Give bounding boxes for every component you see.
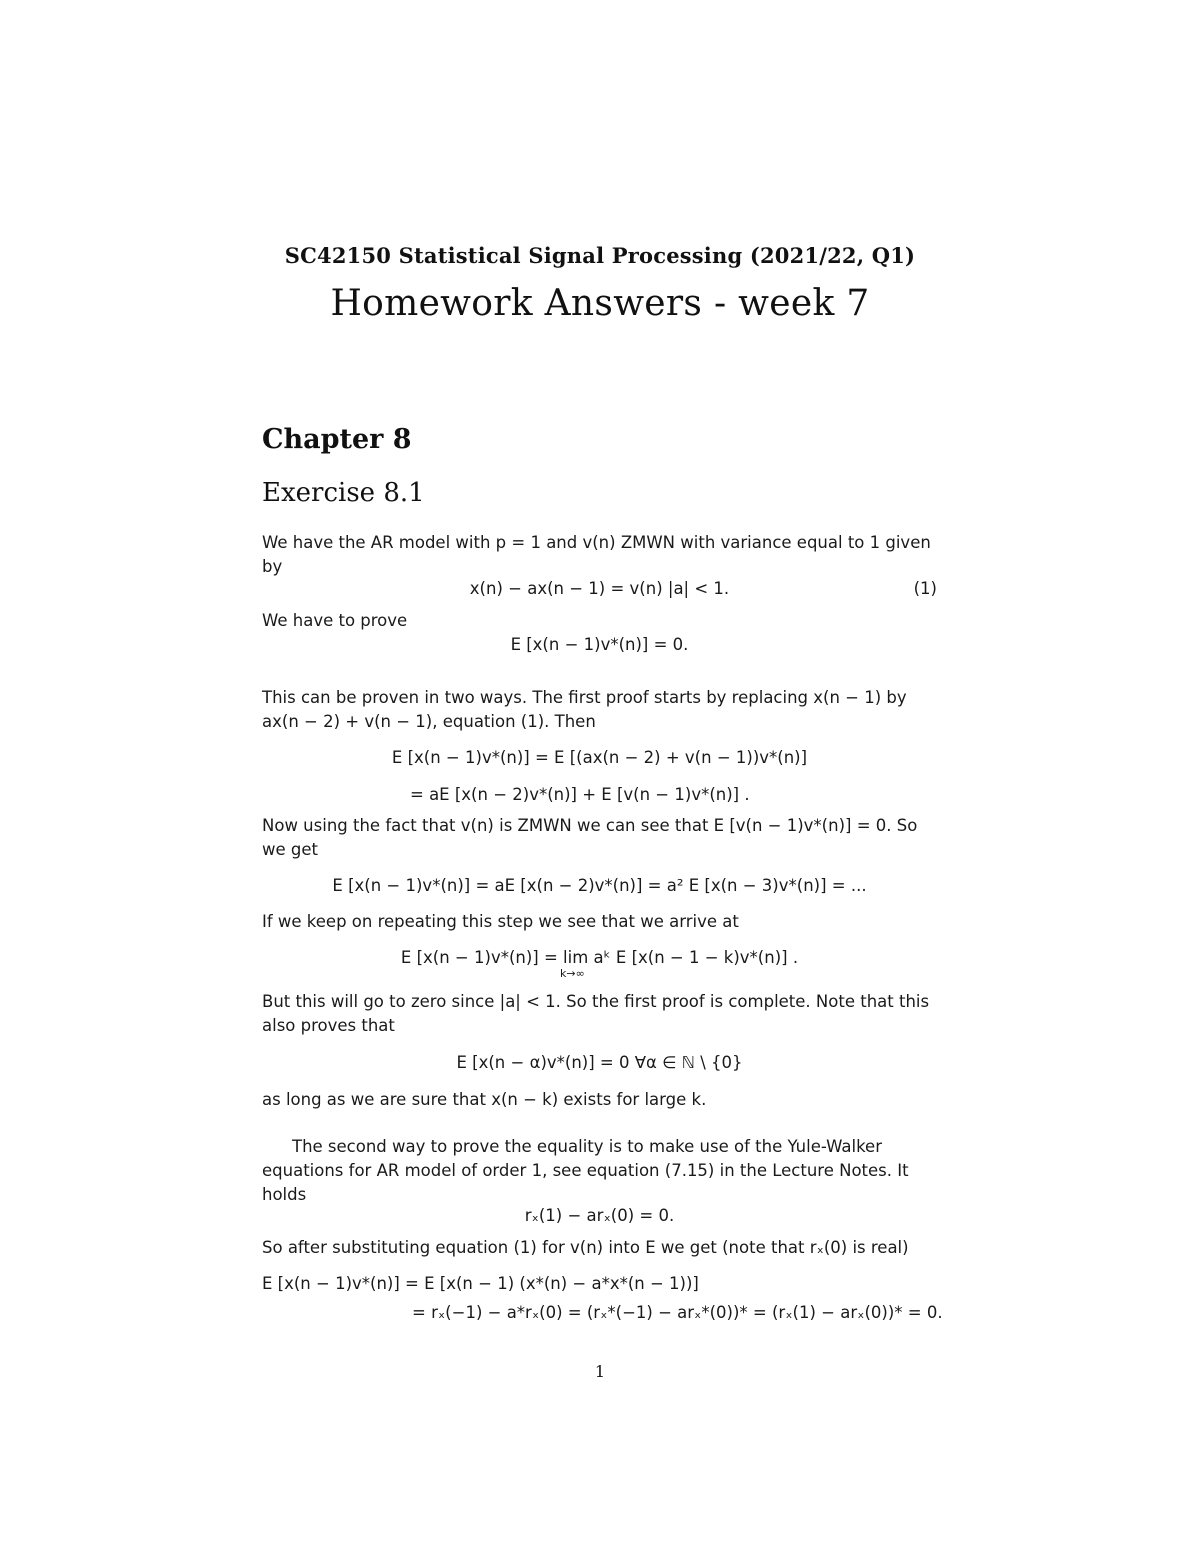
equation-target: E [x(n − 1)v*(n)] = 0.	[510, 635, 689, 654]
paragraph-second-proof: The second way to prove the equality is to make use of the Yule-Walker equations for AR model of order 1, see equation (7.15) in the Lecture Notes. It holds	[262, 1137, 909, 1204]
equation-1-row	[262, 579, 937, 598]
equation-limit: E [x(n − 1)v*(n)] = lim aᵏ E [x(n − 1 − k)v*(n)] .	[400, 948, 799, 967]
equation-yule-walker: rₓ(1) − arₓ(0) = 0.	[524, 1206, 675, 1225]
course-title: SC42150 Statistical Signal Processing (2021/22, Q1)	[284, 243, 916, 268]
equation-1-tag: (1)	[913, 579, 937, 598]
paragraph-substitution: So after substituting equation (1) for v(n) into E we get (note that rₓ(0) is real)	[262, 1238, 909, 1257]
chapter-heading: Chapter 8	[262, 424, 412, 455]
paragraph-repeat: If we keep on repeating this step we see that we arrive at	[262, 912, 739, 931]
equation-final-1: E [x(n − 1)v*(n)] = E [x(n − 1) (x*(n) − a*x*(n − 1))]	[262, 1274, 699, 1293]
equation-general: E [x(n − α)v*(n)] = 0 ∀α ∈ ℕ \ {0}	[456, 1053, 743, 1072]
paragraph-zmwn: Now using the fact that v(n) is ZMWN we can see that E [v(n − 1)v*(n)] = 0. So we get	[262, 816, 918, 859]
page-number: 1	[594, 1362, 606, 1381]
paragraph-first-complete: But this will go to zero since |a| < 1. So the first proof is complete. Note that this also proves that	[262, 992, 930, 1035]
equation-expand-2: = aE [x(n − 2)v*(n)] + E [v(n − 1)v*(n)] .	[410, 785, 750, 804]
paragraph-ar-model: We have the AR model with p = 1 and v(n) ZMWN with variance equal to 1 given by	[262, 533, 931, 576]
paragraph-to-prove: We have to prove	[262, 611, 408, 630]
limit-subscript: k→∞	[560, 967, 585, 980]
equation-expand-1: E [x(n − 1)v*(n)] = E [(ax(n − 2) + v(n − 1))v*(n)]	[391, 748, 808, 767]
equation-1: x(n) − ax(n − 1) = v(n) |a| < 1.	[469, 579, 730, 598]
paragraph-large-k: as long as we are sure that x(n − k) exists for large k.	[262, 1090, 707, 1109]
equation-final-2: = rₓ(−1) − a*rₓ(0) = (rₓ*(−1) − arₓ*(0))* = (rₓ(1) − arₓ(0))* = 0.	[412, 1303, 943, 1322]
document-title: Homework Answers - week 7	[330, 283, 870, 324]
exercise-heading: Exercise 8.1	[262, 478, 425, 508]
paragraph-first-proof: This can be proven in two ways. The first proof starts by replacing x(n − 1) by ax(n − 2) + v(n − 1), equation (1). Then	[262, 688, 907, 731]
equation-recursion: E [x(n − 1)v*(n)] = aE [x(n − 2)v*(n)] = a² E [x(n − 3)v*(n)] = ...	[332, 876, 867, 895]
